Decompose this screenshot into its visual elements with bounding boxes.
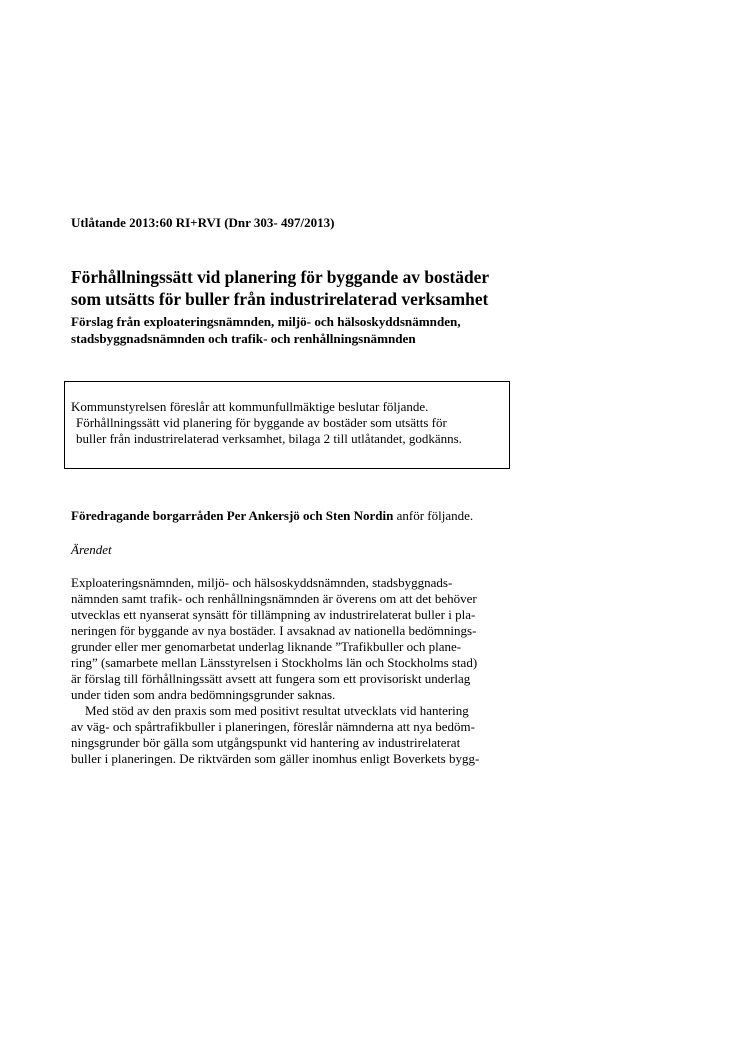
paragraph-line: Med stöd av den praxis som med positivt resultat utvecklats vid hantering: [85, 703, 469, 718]
paragraph-line: är förslag till förhållningssätt avsett att fungera som ett provisoriskt underlag: [71, 671, 471, 686]
section-heading: Ärendet: [71, 542, 112, 557]
paragraph-line: buller i planeringen. De riktvärden som gäller inomhus enligt Boverkets bygg-: [71, 751, 480, 766]
paragraph-line: grunder eller mer genomarbetat underlag liknande ”Trafikbuller och plane-: [71, 639, 462, 654]
title-line: som utsätts för buller från industrirelaterad verksamhet: [71, 289, 489, 309]
document-reference: Utlåtande 2013:60 RI+RVI (Dnr 303- 497/2013): [71, 215, 335, 230]
proposal-intro: Kommunstyrelsen föreslår att kommunfullmäktige beslutar följande.: [71, 399, 429, 414]
paragraph-line: under tiden som andra bedömningsgrunder saknas.: [71, 687, 336, 702]
paragraph-line: nämnden samt trafik- och renhållningsnämnden är överens om att det behöver: [71, 591, 477, 606]
proposal-box: [64, 381, 510, 469]
paragraph-line: Exploateringsnämnden, miljö- och hälsoskyddsnämnden, stadsbyggnads-: [71, 575, 453, 590]
body-text: [71, 575, 511, 767]
title-line: Förhållningssätt vid planering för byggande av bostäder: [71, 267, 490, 287]
paragraph-line: ningsgrunder bör gälla som utgångspunkt vid hantering av industrirelaterat: [71, 735, 461, 750]
proposal-text: [71, 399, 462, 447]
document-subtitle: [71, 313, 516, 347]
paragraph-line: av väg- och spårtrafikbuller i planeringen, föreslår nämnderna att nya bedöm-: [71, 719, 475, 734]
paragraph-line: ring” (samarbete mellan Länsstyrelsen i Stockholms län och Stockholms stad): [71, 655, 478, 670]
paragraph-line: neringen för byggande av nya bostäder. I avsaknad av nationella bedömnings-: [71, 623, 477, 638]
proposal-item-line: buller från industrirelaterad verksamhet, bilaga 2 till utlåtandet, godkänns.: [76, 431, 462, 446]
paragraph-line: utvecklas ett nyanserat synsätt för tillämpning av industrirelaterat buller i pla-: [71, 607, 476, 622]
presenter-suffix: anför följande.: [393, 508, 474, 523]
presenter-names: Föredragande borgarråden Per Ankersjö och Sten Nordin: [71, 508, 394, 523]
document-title: [71, 266, 516, 310]
presenter-line: [71, 508, 473, 524]
proposal-item-line: Förhållningssätt vid planering för byggande av bostäder som utsätts för: [76, 415, 447, 430]
subtitle-line: Förslag från exploateringsnämnden, miljö- och hälsoskyddsnämnden,: [71, 314, 461, 329]
subtitle-line: stadsbyggnadsnämnden och trafik- och renhållningsnämnden: [71, 331, 416, 346]
